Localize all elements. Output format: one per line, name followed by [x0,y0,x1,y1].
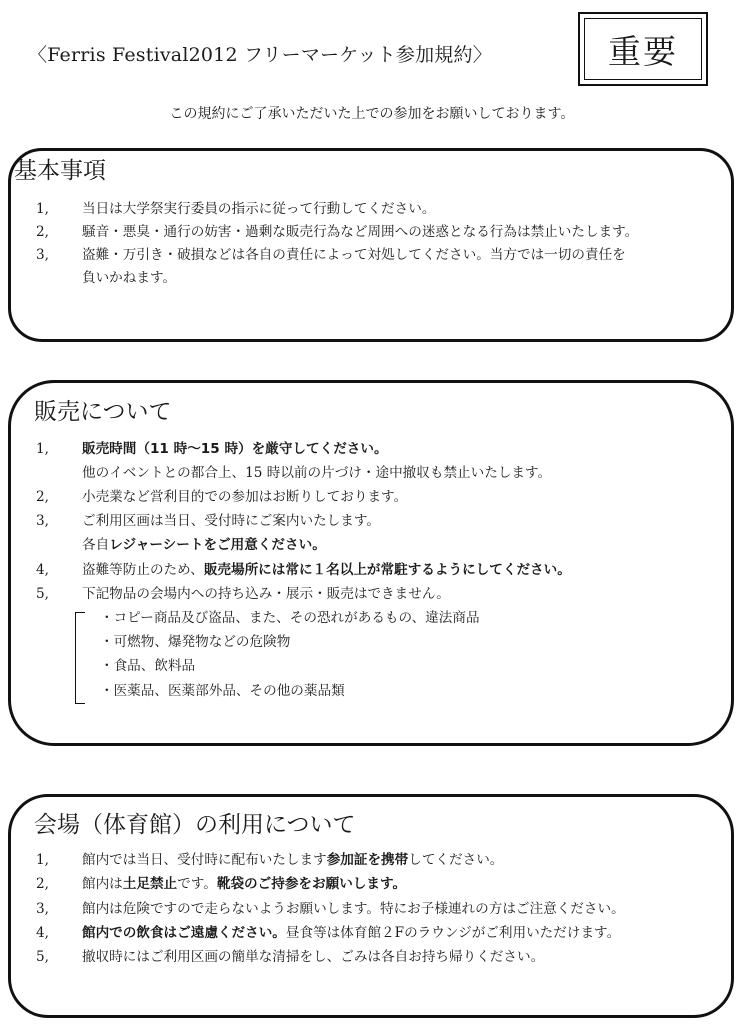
item-continuation [82,537,326,553]
item-text: 昼食等は体育館２Fのラウンジがご利用いただけます。 [285,925,621,941]
item-text: 盗難等防止のため、 [82,562,204,578]
section-venue-title: 会場（体育館）の利用について [34,812,356,838]
page-title: 〈Ferris Festival2012 フリーマーケット参加規約〉 [28,44,492,66]
item-bold-text: 土足禁止 [122,876,178,892]
item-number: 4, [36,562,49,578]
item-text: 騒音・悪臭・通行の妨害・過剰な販売行為など周囲への迷惑となる行為は禁止いたします。 [82,224,639,240]
item-bold-text: 館内での飲食はご遠慮ください。 [82,925,286,941]
item-text: 館内は [82,876,123,892]
item-text: 当日は大学祭実行委員の指示に従って行動してください。 [82,201,436,217]
item-text: 撤収時にはご利用区画の簡単な清掃をし、ごみは各自お持ち帰りください。 [82,949,545,965]
item-text: 館内は危険ですので走らないようお願いします。特にお子様連れの方はご注意ください。 [82,901,625,917]
item-number: 3, [36,513,49,529]
prohibited-item: ・医薬品、医薬部外品、その他の薬品類 [100,683,345,699]
section-sales-title: 販売について [34,399,172,425]
item-bold-text: 靴袋のご持参をお願いします。 [216,876,407,892]
item-number: 3, [36,247,49,263]
item-continuation: 負いかねます。 [82,270,177,286]
item-number: 2, [36,489,49,505]
item-text: 盗難・万引き・破損などは各自の責任によって対処してください。当方では一切の責任を [82,247,626,263]
prohibited-item: ・可燃物、爆発物などの危険物 [100,634,291,650]
item-number: 5, [36,586,49,602]
item-number: 5, [36,949,49,965]
item-bold-text: 販売時間（11 時〜15 時）を厳守してください。 [82,441,388,457]
item-text: ご利用区画は当日、受付時にご案内いたします。 [82,513,380,529]
item-number: 4, [36,925,49,941]
item-text: です。 [177,876,217,892]
item-number: 1, [36,852,49,868]
item-number: 2, [36,876,49,892]
important-badge [578,12,708,86]
prohibited-item: ・食品、飲料品 [100,658,196,674]
prohibited-bracket [75,612,85,704]
section-basic-box [8,148,734,342]
item-text: 下記物品の会場内への持ち込み・展示・販売はできません。 [82,586,450,602]
item-bold-text: レジャーシートをご用意ください。 [109,537,326,553]
item-bold-text: 参加証を携帯 [326,852,409,868]
item-continuation-text: 各自 [82,537,110,553]
item-text: 館内では当日、受付時に配布いたします [82,852,327,868]
prohibited-item: ・コピー商品及び盗品、また、その恐れがあるもの、違法商品 [100,610,480,626]
important-label: 重要 [584,18,702,80]
item-continuation: 他のイベントとの都合上、15 時以前の片づけ・途中撤収も禁止いたします。 [82,465,552,481]
item-text: 小売業など営利目的での参加はお断りしております。 [82,489,408,505]
item-number: 3, [36,901,49,917]
item-text: してください。 [408,852,504,868]
item-bold-text: 販売場所には常に１名以上が常駐するようにしてください。 [203,562,571,578]
item-number: 1, [36,441,49,457]
intro-text: この規約にご了承いただいた上での参加をお願いしております。 [169,106,575,122]
item-number: 2, [36,224,49,240]
item-number: 1, [36,201,49,217]
section-basic-title: 基本事項 [14,158,106,184]
